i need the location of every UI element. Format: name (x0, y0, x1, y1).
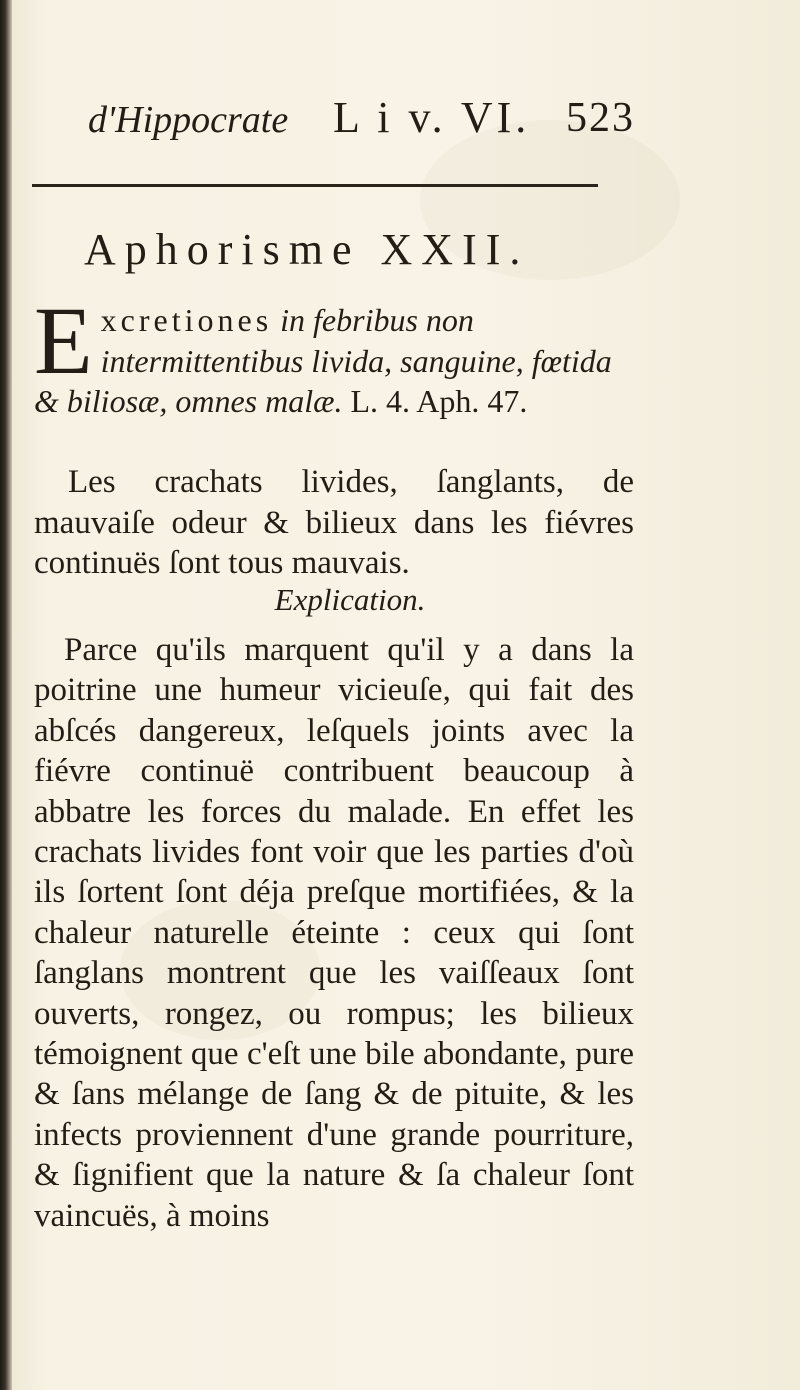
running-head (88, 92, 648, 152)
running-head-title: d'Hippocrate (88, 99, 289, 141)
latin-aphorism (34, 287, 634, 422)
explication-heading: Explication. (274, 582, 426, 617)
page-number: 523 (566, 95, 635, 141)
latin-smallcaps: xcretiones (100, 302, 273, 338)
header-rule (32, 184, 598, 187)
running-head-book: L i v. VI. (333, 93, 531, 142)
binding-edge (0, 0, 12, 1390)
drop-cap: E (34, 287, 93, 394)
explication-text: Parce qu'ils marquent qu'il y a dans la poitrine une humeur vicieuſe, qui fait des abſcés dangereux, leſquels joints avec la fiévre continuë contribuent beaucoup à abbatre les forces du malade. En effet les crachats livides font voir que les parties d'où ils ſortent ſont déja preſque mortifiées, & la chaleur naturelle éteinte : ceux qui ſont ſanglans montrent que les vaiſſeaux ſont ouverts, rongez, ou rompus; les bilieux témoignent que c'eſt une bile abondante, pure & ſans mélange de ſang & de pituite, & les infects proviennent d'une grande pourriture, & ſignifient que la nature & ſa chaleur ſont vaincuës, à moins (34, 632, 634, 1234)
french-translation: Les crachats livides, ſanglants, de mauvaiſe odeur & bilieux dans les fiévres continuës ſont tous mauvais. (34, 464, 634, 581)
aphorism-title: Aphorisme XXII. (84, 225, 530, 274)
latin-text: in febribus non intermittentibus livida, sanguine, fœtida & biliosæ, omnes malæ. (34, 302, 612, 419)
latin-reference: L. 4. Aph. 47. (342, 383, 528, 419)
